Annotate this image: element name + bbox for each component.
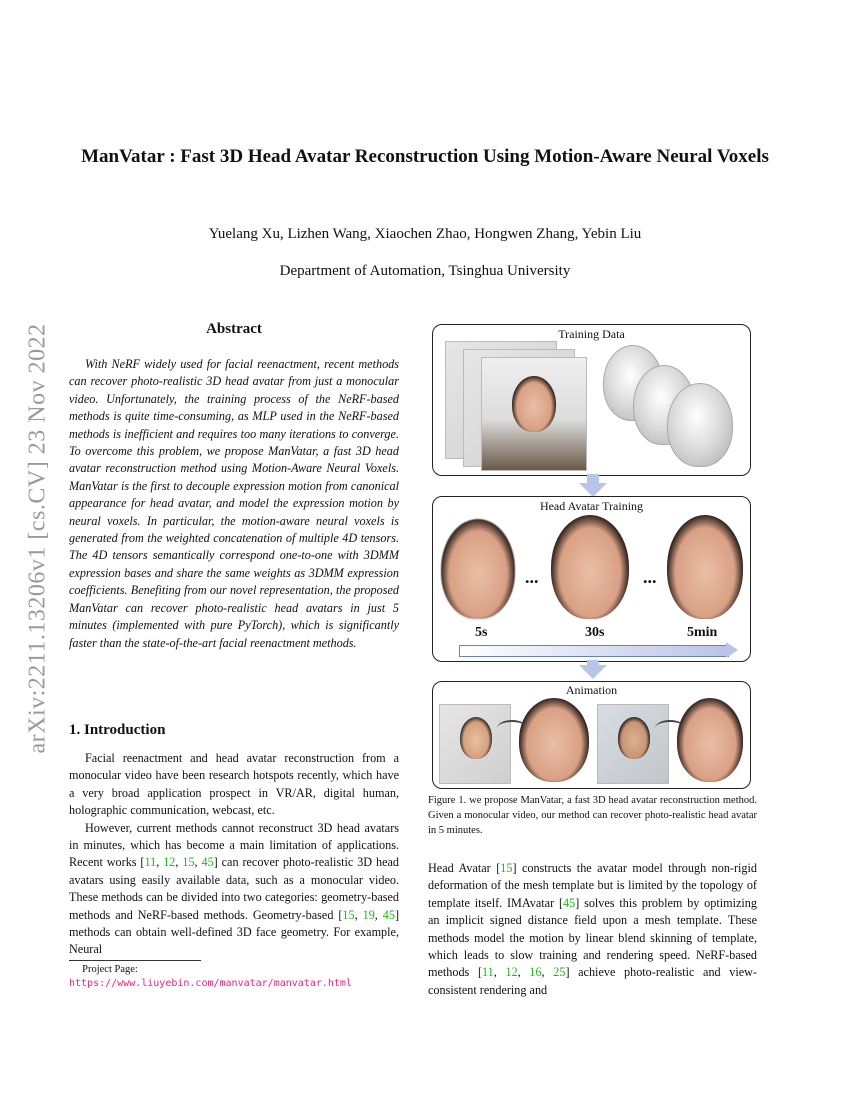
citation-link[interactable]: 19 xyxy=(362,907,375,922)
intro-paragraph-1: Facial reenactment and head avatar reconstruction from a monocular video have been research hotspots recently, which have a very broad application prospect in VR/AR, digital human, holographic communication, webcast, etc. xyxy=(69,751,399,818)
3dmm-mesh-image xyxy=(667,383,733,467)
citation-link[interactable]: 15 xyxy=(500,861,513,875)
driver-face xyxy=(460,717,492,759)
panel-label: Training Data xyxy=(558,327,625,341)
avatar-result-5s-image xyxy=(441,519,515,619)
video-frame-image xyxy=(481,357,587,471)
citation-link[interactable]: 45 xyxy=(201,855,214,870)
citation-link[interactable]: 45 xyxy=(563,895,576,910)
reenacted-avatar-image xyxy=(677,698,743,782)
driving-video-frame-image xyxy=(597,704,669,784)
figure-caption: Figure 1. we propose ManVatar, a fast 3D head avatar reconstruction method. Given a monocular video, our method can recover photo-realistic head avatar in 5 minutes. xyxy=(428,795,757,836)
citation-link[interactable]: 12 xyxy=(505,965,518,980)
panel-label: Head Avatar Training xyxy=(539,499,644,513)
paper-title: ManVatar : Fast 3D Head Avatar Reconstruction Using Motion-Aware Neural Voxels xyxy=(81,146,769,167)
time-label-30s: 30s xyxy=(585,625,605,640)
citation-link[interactable]: 12 xyxy=(163,855,176,870)
footnote-label: Project Page: xyxy=(82,964,138,975)
citation-link[interactable]: 11 xyxy=(144,855,157,870)
footnote-rule xyxy=(69,960,201,961)
intro-paragraph-2: However, current methods cannot reconstruct 3D head avatars in minutes, which has become a main limitation of applications. Recent works [11, 12, 15, 45] can recover photo-realistic 3D head avatars using easily available data, such as a monocular video. These methods can be divided into two categories: geometry-based methods and NeRF-based methods. Geometry-based [15, 19, 45] methods can obtain well-defined 3D face geometry. For example, Neural xyxy=(69,820,400,957)
time-label-5min: 5min xyxy=(687,625,718,640)
citation-link[interactable]: 16 xyxy=(529,965,542,980)
ellipsis: ... xyxy=(525,567,539,587)
time-label-5s: 5s xyxy=(475,625,488,640)
training-data-panel xyxy=(432,324,751,476)
intro-body xyxy=(69,750,399,959)
head-avatar-training-panel xyxy=(432,496,751,662)
timeline-bar xyxy=(459,645,729,657)
arxiv-stamp: arXiv:2211.13206v1 [cs.CV] 23 Nov 2022 xyxy=(24,323,51,754)
project-page-link[interactable]: https://www.liuyebin.com/manvatar/manvatar.html xyxy=(69,978,352,989)
avatar-result-5min-image xyxy=(667,515,743,619)
citation-link[interactable]: 11 xyxy=(482,965,494,980)
footnote xyxy=(69,963,404,991)
animation-panel xyxy=(432,681,751,789)
panel-label: Animation xyxy=(565,683,618,697)
citation-link[interactable]: 25 xyxy=(553,965,566,980)
driver-face xyxy=(618,717,650,759)
ellipsis: ... xyxy=(643,567,657,587)
driving-video-frame-image xyxy=(439,704,511,784)
citation-link[interactable]: 15 xyxy=(342,907,355,922)
citation-link[interactable]: 15 xyxy=(182,855,195,870)
avatar-result-30s-image xyxy=(551,515,629,619)
affiliation: Department of Automation, Tsinghua University xyxy=(279,263,571,279)
flow-arrow-head xyxy=(579,483,607,497)
flow-arrow-head xyxy=(579,665,607,679)
citation-link[interactable]: 45 xyxy=(382,907,395,922)
portrait-face xyxy=(512,376,556,432)
reenacted-avatar-image xyxy=(519,698,589,782)
authors: Yuelang Xu, Lizhen Wang, Xiaochen Zhao, Hongwen Zhang, Yebin Liu xyxy=(208,226,642,242)
right-column-paragraph: Head Avatar [15] constructs the avatar model through non-rigid deformation of the mesh template but is limited by the topology of template itself. IMAvatar [45] solves this problem by optimizing an implicit signed distance field upon a mesh template. These methods model the motion by linear blend skinning of template, which leads to slow training and rendering speed. NeRF-based methods [11, 12, 16, 25] achieve photo-realistic and view-consistent rendering and xyxy=(428,861,758,997)
abstract-text: With NeRF widely used for facial reenactment, recent methods can recover photo-realistic 3D head avatar from just a monocular video. Unfortunately, the training process of the NeRF-based methods is quite time-consuming, as MLP used in the NeRF-based methods is inefficient and requires too many iterations to converge. To overcome this problem, we propose ManVatar, a fast 3D head avatar reconstruction method using Motion-Aware Neural Voxels. ManVatar is the first to decouple expression motion from canonical appearance for head avatar, and model the expression motion by neural voxels. In particular, the motion-aware neural voxels is generated from the weighted concatenation of multiple 4D tensors. The 4D tensors semantically correspond one-to-one with 3DMM expression bases and share the same weights as 3DMM expression coefficients. Benefiting from our novel representation, the proposed ManVatar can recover photo-realistic head avatars in just 5 minutes (implemented with pure PyTorch), which is significantly faster than the state-of-the-art facial reenactment methods. xyxy=(69,357,399,650)
abstract-heading: Abstract xyxy=(206,321,262,337)
timeline-arrow-head xyxy=(726,642,738,658)
intro-heading: 1. Introduction xyxy=(69,722,166,738)
